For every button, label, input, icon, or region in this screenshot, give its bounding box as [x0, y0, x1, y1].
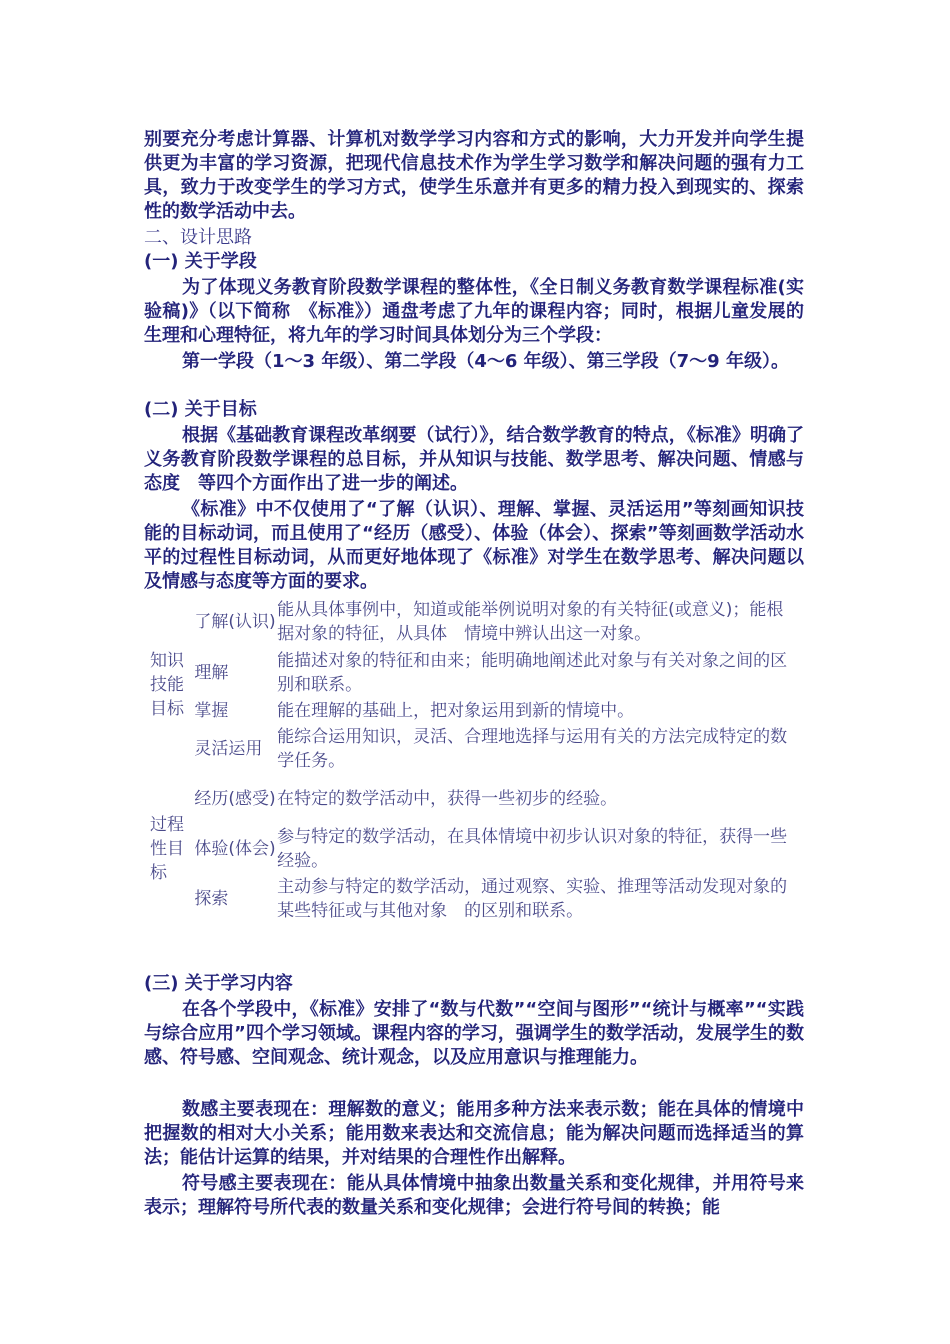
- heading-stage: [144, 250, 804, 274]
- desc-cell: 能描述对象的特征和由来；能明确地阐述此对象与有关对象之间的区别和联系。: [277, 651, 788, 695]
- desc-cell: 主动参与特定的数学活动，通过观察、实验、推理等活动发现对象的某些特征或与其他对象 的区别和联系。: [277, 877, 788, 921]
- table-row: [150, 824, 800, 874]
- heading-design: [144, 226, 804, 250]
- content-paragraph-1: [144, 998, 804, 1070]
- verb-cell: 灵活运用: [194, 739, 263, 759]
- heading-content-text: (三) 关于学习内容: [144, 973, 293, 994]
- table-row: [150, 648, 800, 698]
- stage-text-1: 为了体现义务教育阶段数学课程的整体性，《全日制义务教育数学课程标准(实验稿)》（以下简称 《标准》）通盘考虑了九年的课程内容；同时，根据儿童发展的生理和心理特征，将九年的学习时间具体划分为三个学段：: [144, 277, 804, 346]
- content-paragraph-2: [144, 1098, 804, 1170]
- desc-cell: 参与特定的数学活动，在具体情境中初步认识对象的特征，获得一些经验。: [277, 827, 788, 871]
- intro-text: 别要充分考虑计算器、计算机对数学学习内容和方式的影响，大力开发并向学生提供更为丰富的学习资源，把现代信息技术作为学生学习数学和解决问题的强有力工具，致力于改变学生的学习方式，使学生乐意并有更多的精力投入到现实的、探索性的数学活动中去。: [144, 129, 804, 222]
- goal-verbs-table: [150, 596, 800, 924]
- heading-goal-text: (二) 关于目标: [144, 399, 257, 420]
- content-paragraph-3: [144, 1172, 804, 1220]
- verb-cell: 探索: [194, 889, 229, 909]
- table-row: [150, 724, 800, 774]
- verb-cell: 体验(体会): [194, 839, 276, 859]
- goal-text-2: 《标准》中不仅使用了“了解（认识）、理解、掌握、灵活运用”等刻画知识技能的目标动词，而且使用了“经历（感受）、体验（体会）、探索”等刻画数学活动水平的过程性目标动词，从而更好地体现了《标准》对学生在数学思考、解决问题以及情感与态度等方面的要求。: [144, 499, 804, 592]
- heading-stage-text: (一) 关于学段: [144, 251, 257, 272]
- group-knowledge-skill: 知识技能目标: [150, 651, 184, 719]
- stage-paragraph-2: [144, 350, 804, 374]
- table-row: [150, 596, 800, 648]
- intro-paragraph: [144, 128, 804, 224]
- heading-design-text: 二、设计思路: [144, 227, 252, 248]
- stage-text-2: 第一学段（1～3 年级）、第二学段（4～6 年级）、第三学段（7～9 年级）。: [182, 351, 789, 372]
- desc-cell: 在特定的数学活动中，获得一些初步的经验。: [277, 789, 618, 809]
- verb-cell: 经历(感受): [194, 789, 276, 809]
- verb-cell: 掌握: [194, 701, 229, 721]
- content-text-1: 在各个学段中，《标准》安排了“数与代数”“空间与图形”“统计与概率”“实践与综合应用”四个学习领域。课程内容的学习，强调学生的数学活动，发展学生的数感、符号感、空间观念、统计观念，以及应用意识与推理能力。: [144, 999, 804, 1068]
- desc-cell: 能在理解的基础上，把对象运用到新的情境中。: [277, 701, 635, 721]
- verb-cell: 理解: [194, 663, 229, 683]
- desc-cell: 能综合运用知识，灵活、合理地选择与运用有关的方法完成特定的数学任务。: [277, 727, 788, 771]
- goal-paragraph-1: [144, 424, 804, 496]
- table-row: [150, 698, 800, 724]
- group-process: 过程性目标: [150, 815, 184, 883]
- table-row: [150, 774, 800, 824]
- stage-paragraph-1: [144, 276, 804, 348]
- heading-content: [144, 972, 804, 996]
- goal-paragraph-2: [144, 498, 804, 594]
- verb-cell: 了解(认识): [194, 612, 276, 632]
- desc-cell: 能从具体事例中，知道或能举例说明对象的有关特征(或意义)；能根据对象的特征，从具体 情境中辨认出这一对象。: [277, 600, 784, 644]
- table-row: [150, 874, 800, 924]
- content-text-3: 符号感主要表现在：能从具体情境中抽象出数量关系和变化规律，并用符号来表示；理解符号所代表的数量关系和变化规律；会进行符号间的转换；能: [144, 1173, 804, 1218]
- content-text-2: 数感主要表现在：理解数的意义；能用多种方法来表示数；能在具体的情境中把握数的相对大小关系；能用数来表达和交流信息；能为解决问题而选择适当的算法；能估计运算的结果，并对结果的合理性作出解释。: [144, 1099, 804, 1168]
- heading-goal: [144, 398, 804, 422]
- goal-text-1: 根据《基础教育课程改革纲要（试行）》，结合数学教育的特点，《标准》明确了义务教育阶段数学课程的总目标，并从知识与技能、数学思考、解决问题、情感与态度 等四个方面作出了进一步的阐述。: [144, 425, 804, 494]
